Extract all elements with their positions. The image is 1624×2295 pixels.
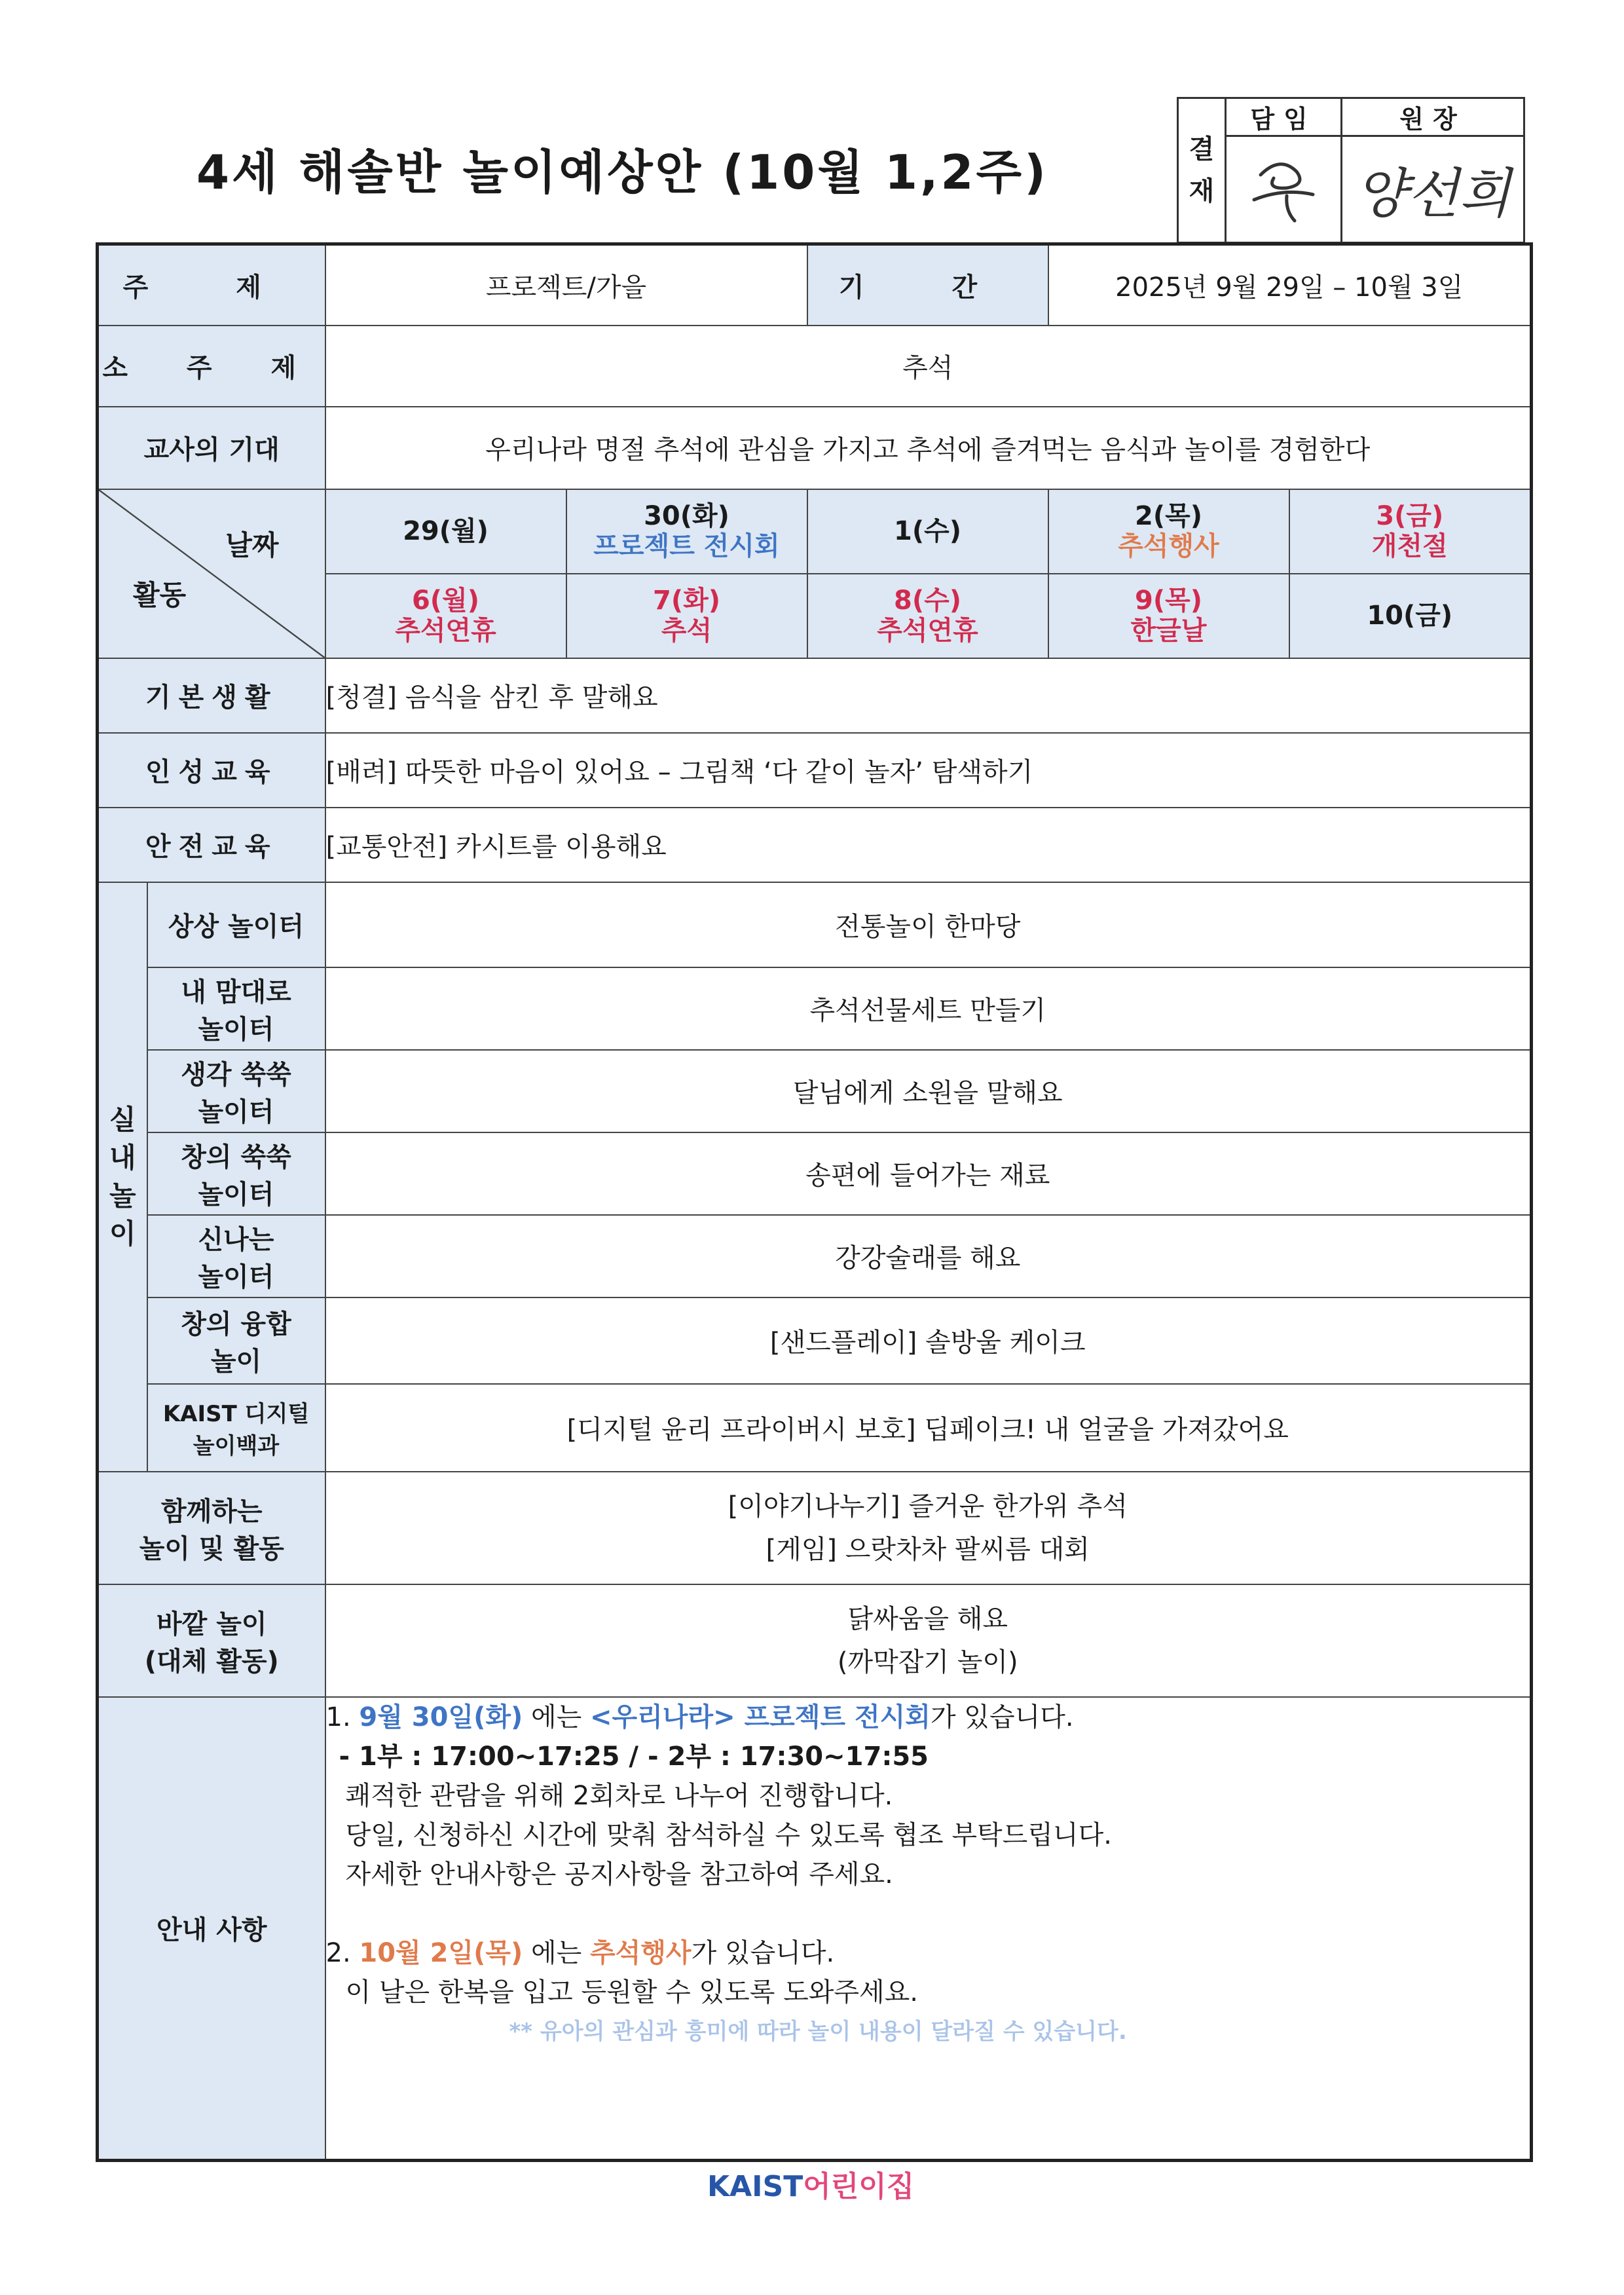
day-label: 9(목): [1134, 586, 1203, 616]
day-cell: [566, 574, 807, 658]
area-name: KAIST 디지털 놀이백과: [147, 1384, 325, 1472]
day-label: 8(수): [893, 586, 962, 616]
homeroom-header: 담임: [1226, 98, 1342, 136]
day-event: 프로젝트 전시회: [593, 531, 780, 561]
period-value: 2025년 9월 29일 – 10월 3일: [1048, 244, 1532, 326]
subtheme-label: 소 주 제: [98, 326, 325, 407]
area-name: 창의 쑥쑥 놀이터: [147, 1132, 325, 1215]
area-value: 강강술래를 해요: [325, 1215, 1532, 1297]
period-label: 기 간: [807, 244, 1048, 326]
day-cell: [1048, 489, 1289, 574]
indoor-label-char: 이: [109, 1217, 136, 1250]
expectation-label: 교사의 기대: [98, 407, 325, 489]
activity-label: 활동: [133, 578, 187, 611]
theme-label: 주 제: [98, 244, 325, 326]
area-name: 내 맘대로 놀이터: [147, 967, 325, 1050]
day-cell: [325, 574, 566, 658]
character-value: [배려] 따뜻한 마음이 있어요 – 그림책 ‘다 같이 놀자’ 탐색하기: [325, 733, 1532, 808]
area-value: 전통놀이 한마당: [325, 882, 1532, 967]
day-label: 7(화): [652, 586, 721, 616]
area-name: 생각 쑥쑥 놀이터: [147, 1050, 325, 1132]
safety-label: 안전교육: [98, 808, 325, 882]
director-header: 원장: [1342, 98, 1524, 136]
area-value: 송편에 들어가는 재료: [325, 1132, 1532, 1215]
day-event: 개천절: [1371, 531, 1448, 561]
outdoor-label: 바깥 놀이 (대체 활동): [98, 1584, 325, 1697]
day-label: 1(수): [893, 516, 962, 546]
day-label: 3(금): [1376, 501, 1444, 531]
expectation-value: 우리나라 명절 추석에 관심을 가지고 추석에 즐겨먹는 음식과 놀이를 경험한다: [325, 407, 1532, 489]
area-value: 달님에게 소원을 말해요: [325, 1050, 1532, 1132]
date-label: 날짜: [225, 529, 279, 561]
logo-text-kaist: KAIST: [707, 2170, 803, 2203]
indoor-label-char: 실: [109, 1103, 136, 1136]
basic-life-label: 기본생활: [98, 658, 325, 733]
notice-item-2: 2. 10월 2일(목) 에는 추석행사가 있습니다.: [325, 1937, 835, 1968]
day-event: 추석연휴: [877, 616, 978, 646]
page-title: 4세 해솔반 놀이예상안 (10월 1,2주): [196, 145, 1048, 200]
area-value: [디지털 윤리 프라이버시 보호] 딥페이크! 내 얼굴을 가져갔어요: [325, 1384, 1532, 1472]
indoor-label-cell: [98, 882, 147, 1472]
notice-line: 자세한 안내사항은 공지사항을 참고하여 주세요.: [345, 1859, 893, 1890]
director-signature: 양선희: [1342, 136, 1524, 243]
notice-content: [325, 1697, 1532, 2161]
notice-line: 당일, 신청하신 시간에 맞춰 참석하실 수 있도록 협조 부탁드립니다.: [345, 1819, 1112, 1850]
indoor-label-char: 놀: [109, 1179, 136, 1212]
day-label: 30(화): [644, 501, 729, 531]
approval-label: 결재: [1178, 98, 1226, 243]
area-value: [샌드플레이] 솔방울 케이크: [325, 1297, 1532, 1384]
area-name: 창의 융합 놀이: [147, 1297, 325, 1384]
together-value: [이야기나누기] 즐거운 한가위 추석 [게임] 으랏차차 팔씨름 대회: [325, 1472, 1532, 1584]
day-cell: [1289, 574, 1532, 658]
day-event: 한글날: [1130, 616, 1207, 646]
day-event: 추석행사: [1118, 531, 1219, 561]
notice-line: 이 날은 한복을 입고 등원할 수 있도록 도와주세요.: [345, 1977, 919, 2007]
area-value: 추석선물세트 만들기: [325, 967, 1532, 1050]
basic-life-value: [청결] 음식을 삼킨 후 말해요: [325, 658, 1532, 733]
homeroom-signature: [1226, 136, 1342, 243]
character-label: 인성교육: [98, 733, 325, 808]
day-cell: [566, 489, 807, 574]
together-label: 함께하는 놀이 및 활동: [98, 1472, 325, 1584]
day-label: 2(목): [1134, 501, 1203, 531]
outdoor-value: 닭싸움을 해요 (까막잡기 놀이): [325, 1584, 1532, 1697]
notice-item-1: 1. 9월 30일(화) 에는 <우리나라> 프로젝트 전시회가 있습니다.: [325, 1702, 1074, 1732]
day-cell: [1048, 574, 1289, 658]
day-cell: [325, 489, 566, 574]
day-event: 추석연휴: [395, 616, 496, 646]
area-name: 신나는 놀이터: [147, 1215, 325, 1297]
logo-text-kindergarten: 어린이집: [803, 2170, 915, 2203]
theme-value: 프로젝트/가을: [325, 244, 807, 326]
plan-table: [96, 242, 1533, 2162]
schedule-header-cell: [98, 489, 325, 658]
notice-footnote: ** 유아의 관심과 흥미에 따라 놀이 내용이 달라질 수 있습니다.: [509, 2018, 1127, 2045]
notice-time: - 1부 : 17:00~17:25 / - 2부 : 17:30~17:55: [339, 1741, 929, 1772]
approval-box: [1177, 97, 1525, 244]
day-cell: [1289, 489, 1532, 574]
day-cell: [807, 489, 1048, 574]
notice-label: 안내 사항: [98, 1697, 325, 2161]
day-cell: [807, 574, 1048, 658]
area-name: 상상 놀이터: [147, 882, 325, 967]
day-label: 10(금): [1367, 601, 1453, 631]
safety-value: [교통안전] 카시트를 이용해요: [325, 808, 1532, 882]
day-label: 29(월): [403, 516, 489, 546]
subtheme-value: 추석: [325, 326, 1532, 407]
kaist-logo: [707, 2163, 914, 2205]
indoor-label-char: 내: [109, 1141, 136, 1174]
notice-line: 쾌적한 관람을 위해 2회차로 나누어 진행합니다.: [345, 1780, 893, 1811]
day-label: 6(월): [411, 586, 480, 616]
day-event: 추석: [661, 616, 712, 646]
signature-mark-icon: [1234, 149, 1333, 227]
